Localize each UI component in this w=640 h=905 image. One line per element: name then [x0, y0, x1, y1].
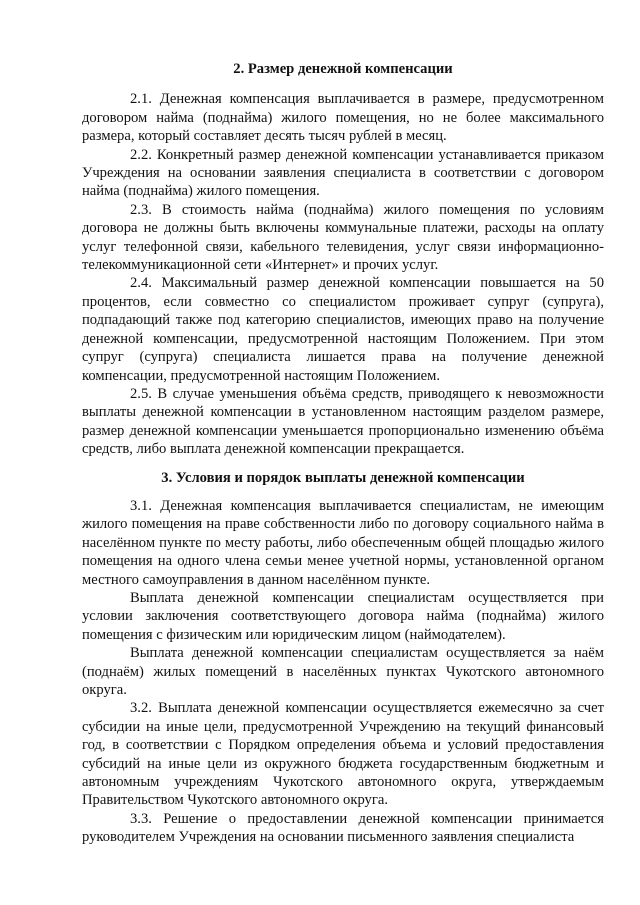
paragraph-3-2: 3.2. Выплата денежной компенсации осуществляется ежемесячно за счет субсидии на иные цели, предусмотренной Учреждению на текущий финансовый год, в соответствии с Порядком определения объема и условий предоставления субсидий на иные цели из окружного бюджета государственным бюджетным и автономным учреждениям Чукотского автономного округа, утверждаемым Правительством Чукотского автономного округа.	[82, 700, 604, 809]
paragraph-3-1-b: Выплата денежной компенсации специалистам осуществляется при условии заключения соответствующего договора найма (поднайма) жилого помещения с физическим или юридическим лицом (наймодателем).	[82, 589, 604, 643]
paragraph-3-1-c: Выплата денежной компенсации специалистам осуществляется за наём (поднаём) жилых помещений в населённых пунктах Чукотского автономного округа.	[82, 645, 604, 698]
paragraph-2-4: 2.4. Максимальный размер денежной компенсации повышается на 50 процентов, если совместно со специалистом проживает супруг (супруга), подпадающий также под категорию специалистов, имеющих право на получение денежной компенсации, предусмотренной настоящим Положением. При этом супруг (супруга) специалиста лишается права на получение денежной компенсации, предусмотренной настоящим Положением.	[82, 275, 604, 384]
paragraph-2-2: 2.2. Конкретный размер денежной компенсации устанавливается приказом Учреждения на основании заявления специалиста в соответствии с договором найма (поднайма) жилого помещения.	[82, 146, 604, 200]
paragraph-2-1: 2.1. Денежная компенсация выплачивается в размере, предусмотренном договором найма (поднайма) жилого помещения, но не более максимального размера, который составляет десять тысяч рублей в месяц.	[82, 91, 604, 145]
paragraph-2-3: 2.3. В стоимость найма (поднайма) жилого помещения по условиям договора не должны быть включены коммунальные платежи, расходы на оплату услуг телефонной связи, кабельного телевидения, услуг связи информационно-телекоммуникационной сети «Интернет» и прочих услуг.	[82, 201, 604, 274]
section-2-heading: 2. Размер денежной компенсации	[233, 61, 453, 77]
document-page	[82, 60, 604, 847]
paragraph-2-5: 2.5. В случае уменьшения объёма средств, приводящего к невозможности выплаты денежной компенсации в установленном настоящим разделом размере, размер денежной компенсации уменьшается пропорционально изменению объёма средств, либо выплата денежной компенсации прекращается.	[82, 385, 604, 458]
paragraph-3-1: 3.1. Денежная компенсация выплачивается специалистам, не имеющим жилого помещения на праве собственности либо по договору социального найма в населённом пункте по месту работы, либо обеспеченным общей площадью жилого помещения на одного члена семьи менее учетной нормы, установленной органом местного самоуправления в данном населённом пункте.	[82, 497, 604, 588]
section-3-heading: 3. Условия и порядок выплаты денежной компенсации	[161, 469, 525, 486]
paragraph-3-3: 3.3. Решение о предоставлении денежной компенсации принимается руководителем Учреждения на основании письменного заявления специалиста	[82, 810, 604, 846]
